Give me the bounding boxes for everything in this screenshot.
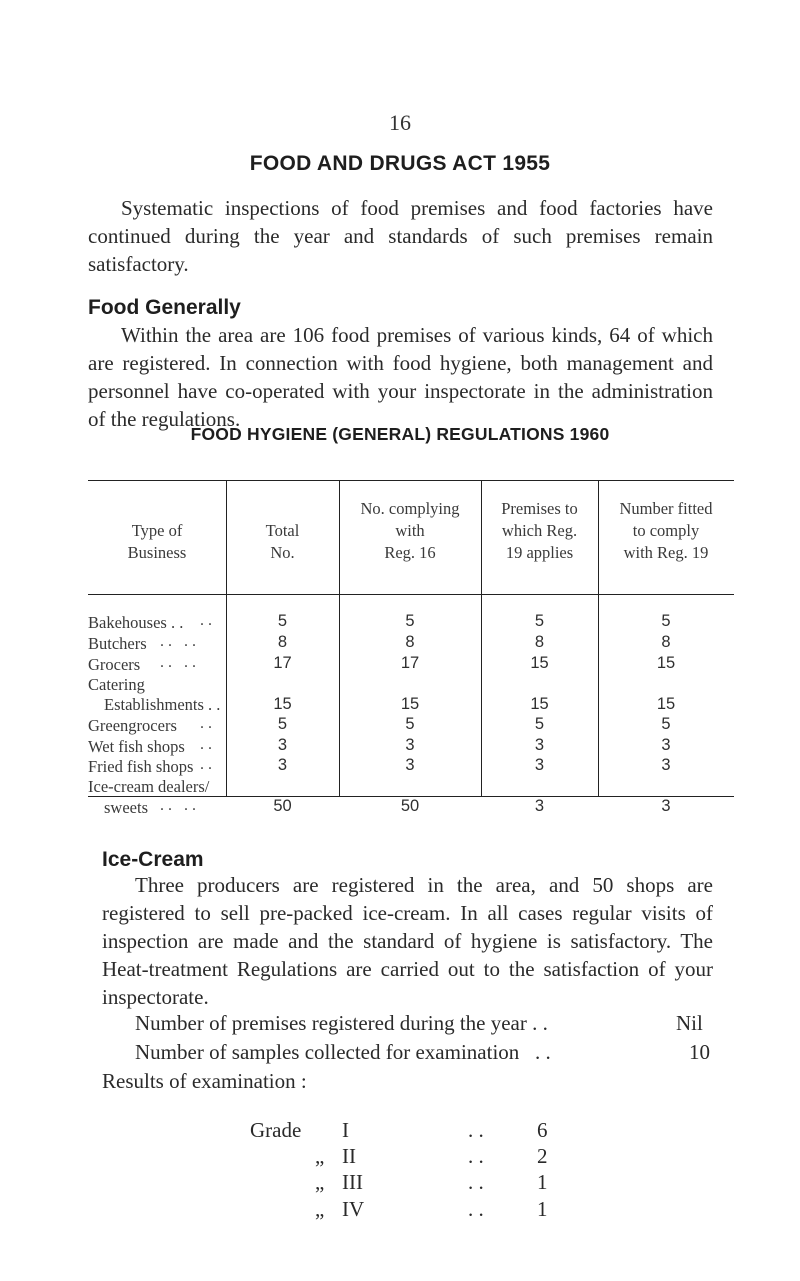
table-cell-total: 17 (273, 654, 292, 672)
table-cell-complying: 50 (400, 797, 420, 815)
table-cell-fitted: 3 (661, 797, 671, 815)
table-cell-premises: 3 (534, 797, 545, 815)
grade-leader: . . (468, 1144, 484, 1168)
table-header-rule (88, 594, 734, 595)
table-row-type: Butchers (88, 634, 147, 653)
grade-label: III (342, 1170, 363, 1194)
table-cell-complying: 15 (400, 695, 420, 713)
table-cell-fitted: 15 (656, 654, 676, 672)
grade-prefix: „ (315, 1144, 325, 1168)
table-header-complying: No. complying with Reg. 16 (360, 499, 460, 562)
table-cell-complying: 5 (405, 715, 415, 733)
table-cell-complying: 5 (405, 612, 415, 630)
grade-leader: . . (468, 1197, 484, 1221)
grade-label: I (342, 1118, 349, 1142)
table-header-fitted: Number fitted to comply with Reg. 19 (619, 499, 713, 562)
page-number: 16 (389, 110, 411, 135)
table-row-type: Wet fish shops (88, 737, 185, 756)
table-cell-complying: 8 (405, 633, 415, 651)
ice-cream-heading: Ice-Cream (102, 848, 204, 871)
food-generally-heading: Food Generally (88, 296, 241, 319)
table-row-type: Catering (88, 675, 145, 694)
table-cell-total: 8 (277, 633, 288, 651)
table-cell-total: 50 (273, 797, 292, 815)
table-row-type: Greengrocers (88, 716, 177, 735)
table-header-total: Total No. (265, 521, 300, 562)
table-cell-fitted: 3 (661, 756, 671, 774)
table-cell-premises: 3 (534, 756, 545, 774)
grade-label: IV (342, 1197, 365, 1221)
table-row-type: Grocers (88, 655, 141, 674)
table-header-type: Type of Business (127, 521, 187, 562)
table-row-leader: . . . . (160, 797, 196, 814)
table-row-type: Bakehouses . . (88, 613, 184, 632)
table-cell-premises: 8 (534, 633, 545, 651)
grade-count: 1 (537, 1197, 548, 1221)
table-title: FOOD HYGIENE (GENERAL) REGULATIONS 1960 (190, 424, 610, 444)
table-cell-premises: 5 (534, 715, 545, 733)
table-cell-complying: 3 (405, 736, 415, 754)
grade-leader: . . (468, 1118, 484, 1142)
intro-paragraph: Systematic inspections of food premises and food factories have continued during the year and standards of such premises remain satisfactory. (88, 196, 713, 276)
grade-prefix: „ (315, 1197, 325, 1221)
table-cell-total: 5 (277, 715, 288, 733)
table-row-type: Establishments . . (104, 695, 221, 714)
stat-samples-label: Number of samples collected for examination . . (135, 1040, 551, 1064)
grade-label: II (342, 1144, 356, 1168)
table-row-type: sweets (104, 798, 148, 817)
table-row-leader: . . (200, 715, 212, 732)
table-cell-fitted: 8 (661, 633, 671, 651)
food-generally-paragraph: Within the area are 106 food premises of various kinds, 64 of which are registered. In connection with food hygiene, both management and personnel have co-operated with your inspectorate in the administration of the regulations. (88, 323, 713, 431)
table-cell-fitted: 15 (656, 695, 676, 713)
table-cell-fitted: 3 (661, 736, 671, 754)
table-header-premises: Premises to which Reg. 19 applies (501, 499, 578, 562)
table-cell-fitted: 5 (661, 612, 671, 630)
table-row-leader: . . . . (160, 654, 196, 671)
results-label: Results of examination : (102, 1069, 307, 1093)
table-top-rule (88, 480, 734, 481)
table-row-leader: . . . . (160, 633, 196, 650)
table-row-leader: . . (200, 736, 212, 753)
table-cell-total: 15 (273, 695, 292, 713)
ice-cream-paragraph: Three producers are registered in the area, and 50 shops are registered to sell pre-packed ice-cream. In all cases regular visits of inspection are made and the standard of hygiene is satisfactory. The Heat-treatment Regulations are carried out to the satisfaction of your inspectorate. (102, 873, 713, 1009)
grade-prefix: „ (315, 1170, 325, 1194)
page-title: FOOD AND DRUGS ACT 1955 (249, 152, 551, 175)
table-row-leader: . . (200, 756, 212, 773)
table-row-type: Fried fish shops (88, 757, 194, 776)
table-cell-total: 3 (277, 756, 288, 774)
table-cell-premises: 15 (530, 695, 549, 713)
table-cell-complying: 17 (400, 654, 420, 672)
table-cell-complying: 3 (405, 756, 415, 774)
table-row-type: Ice-cream dealers/ (88, 777, 210, 796)
grade-count: 1 (537, 1170, 548, 1194)
stat-premises-registered-value: Nil (676, 1011, 703, 1035)
grade-count: 2 (537, 1144, 548, 1168)
grade-leader: . . (468, 1170, 484, 1194)
table-cell-premises: 5 (534, 612, 545, 630)
table-cell-premises: 15 (530, 654, 549, 672)
grade-prefix: Grade (250, 1118, 302, 1142)
stat-samples-value: 10 (689, 1040, 710, 1064)
stat-premises-registered-label: Number of premises registered during the year . . (135, 1011, 548, 1035)
table-cell-total: 3 (277, 736, 288, 754)
table-cell-fitted: 5 (661, 715, 671, 733)
table-cell-premises: 3 (534, 736, 545, 754)
grade-count: 6 (537, 1118, 548, 1142)
table-row-leader: . . (200, 612, 212, 629)
table-cell-total: 5 (277, 612, 288, 630)
